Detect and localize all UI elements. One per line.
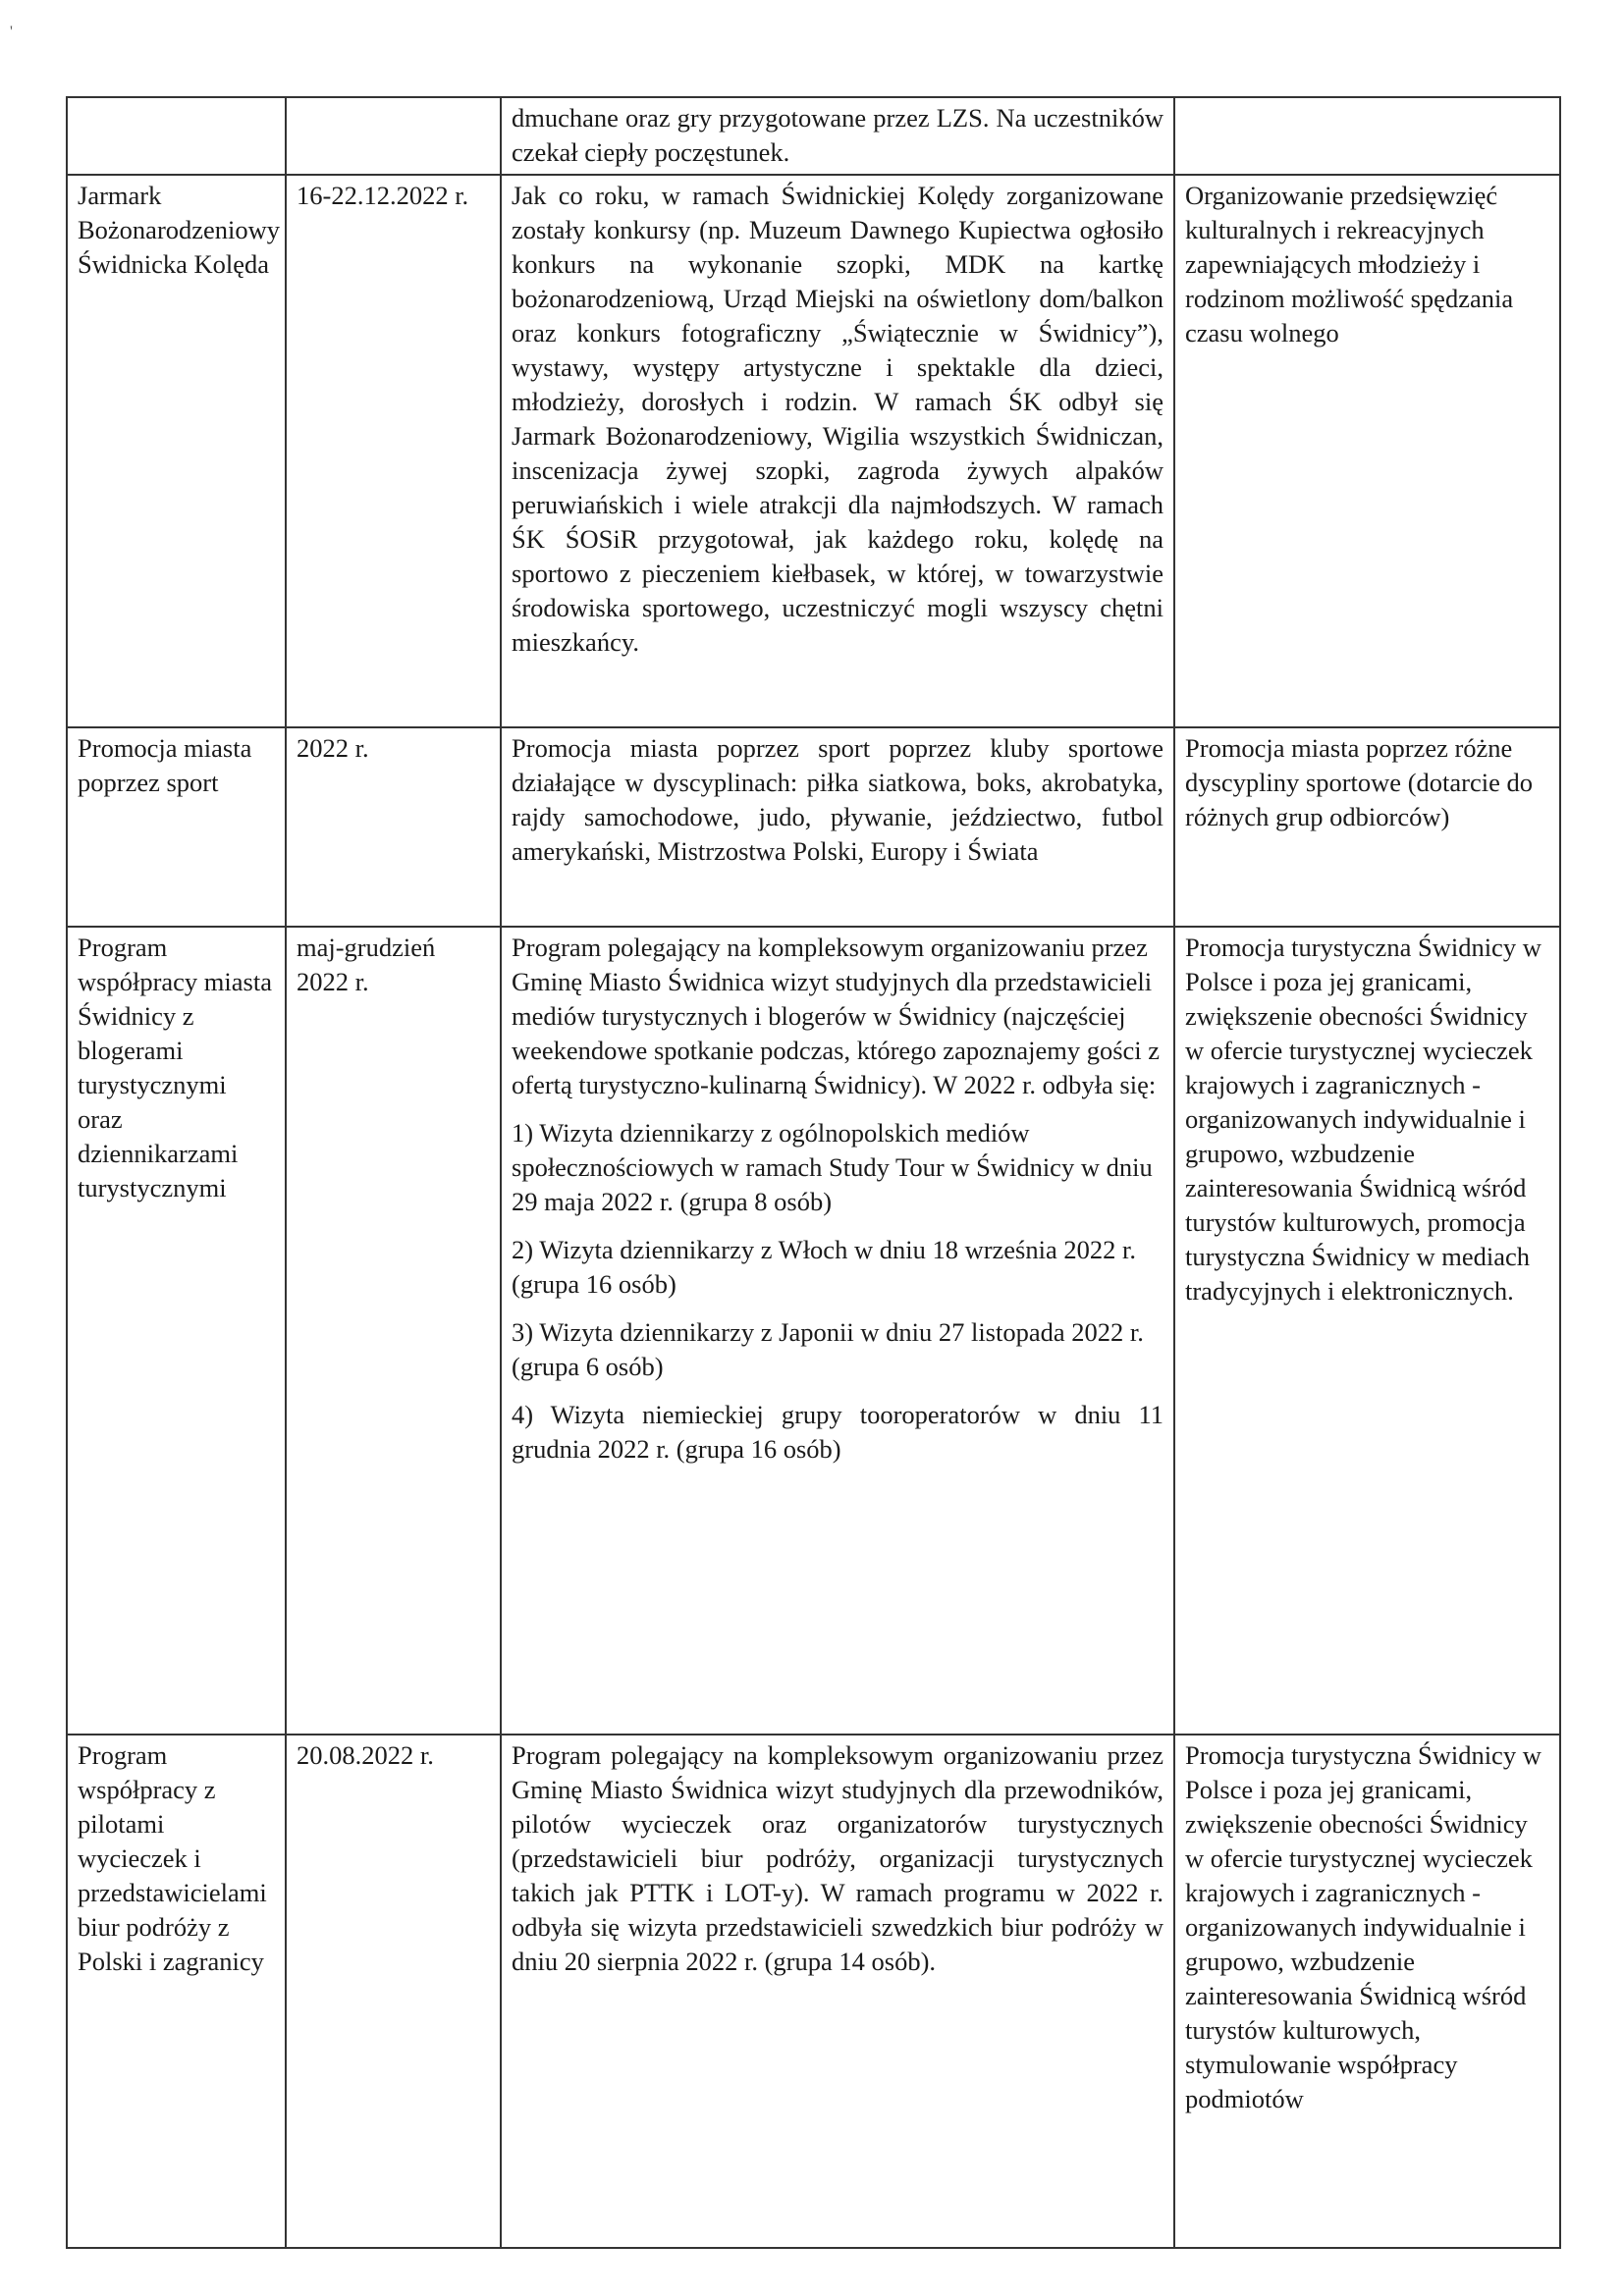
activities-table xyxy=(66,96,1561,2249)
cell-description xyxy=(501,927,1174,1735)
table-row xyxy=(67,1735,1560,2248)
cell-name: Program współpracy z pilotami wycieczek i przedstawicielami biur podróży z Polski i zagranicy xyxy=(67,1735,286,2248)
list-item: 1) Wizyta dziennikarzy z ogólnopolskich mediów społecznościowych w ramach Study Tour w Świdnicy w dniu 29 maja 2022 r. (grupa 8 osób) xyxy=(512,1118,1153,1216)
table-row xyxy=(67,175,1560,727)
cell-date: 20.08.2022 r. xyxy=(286,1735,501,2248)
cell-name: Promocja miasta poprzez sport xyxy=(67,727,286,927)
cell-goal: Promocja miasta poprzez różne dyscypliny sportowe (dotarcie do różnych grup odbiorców) xyxy=(1174,727,1560,927)
cell-goal: Promocja turystyczna Świdnicy w Polsce i poza jej granicami, zwiększenie obecności Świdnicy w ofercie turystycznej wycieczek krajowych i zagranicznych - organizowanych indywidualnie i grupowo, wzbudzenie zainteresowania Świdnicą wśród turystów kulturowych, promocja turystyczna Świdnicy w mediach tradycyjnych i elektronicznych. xyxy=(1174,927,1560,1735)
page-scan-mark: ' xyxy=(10,24,13,40)
cell-name xyxy=(67,97,286,175)
cell-goal: Promocja turystyczna Świdnicy w Polsce i poza jej granicami, zwiększenie obecności Świdnicy w ofercie turystycznej wycieczek krajowych i zagranicznych - organizowanych indywidualnie i grupowo, wzbudzenie zainteresowania Świdnicą wśród turystów kulturowych, stymulowanie współpracy podmiotów xyxy=(1174,1735,1560,2248)
cell-description: dmuchane oraz gry przygotowane przez LZS. Na uczestników czekał ciepły poczęstunek. xyxy=(501,97,1174,175)
list-item: 2) Wizyta dziennikarzy z Włoch w dniu 18 września 2022 r. (grupa 16 osób) xyxy=(512,1235,1136,1299)
cell-date: maj-grudzień 2022 r. xyxy=(286,927,501,1735)
list-item: 4) Wizyta niemieckiej grupy tooroperatorów w dniu 11 grudnia 2022 r. (grupa 16 osób) xyxy=(512,1400,1163,1464)
table-row xyxy=(67,927,1560,1735)
program-intro: Program polegający na kompleksowym organizowaniu przez Gminę Miasto Świdnica wizyt studyjnych dla przedstawicieli mediów turystycznych i blogerów w Świdnicy (najczęściej weekendowe spotkanie podczas, którego zapoznajemy gości z ofertą turystyczno-kulinarną Świdnicy). W 2022 r. odbyła się: xyxy=(512,933,1161,1099)
cell-date: 2022 r. xyxy=(286,727,501,927)
cell-date xyxy=(286,97,501,175)
cell-description: Promocja miasta poprzez sport poprzez kluby sportowe działające w dyscyplinach: piłka siatkowa, boks, akrobatyka, rajdy samochodowe, judo, pływanie, jeździectwo, futbol amerykański, Mistrzostwa Polski, Europy i Świata xyxy=(501,727,1174,927)
list-item: 3) Wizyta dziennikarzy z Japonii w dniu 27 listopada 2022 r. (grupa 6 osób) xyxy=(512,1317,1144,1381)
table-row xyxy=(67,97,1560,175)
cell-name: Program współpracy miasta Świdnicy z blogerami turystycznymi oraz dziennikarzami turystycznymi xyxy=(67,927,286,1735)
cell-goal xyxy=(1174,97,1560,175)
cell-date: 16-22.12.2022 r. xyxy=(286,175,501,727)
cell-description: Program polegający na kompleksowym organizowaniu przez Gminę Miasto Świdnica wizyt studyjnych dla przewodników, pilotów wycieczek oraz organizatorów turystycznych (przedstawicieli biur podróży, organizacji turystycznych takich jak PTTK i LOT-y). W ramach programu w 2022 r. odbyła się wizyta przedstawicieli szwedzkich biur podróży w dniu 20 sierpnia 2022 r. (grupa 14 osób). xyxy=(501,1735,1174,2248)
cell-name: Jarmark Bożonarodzeniowy Świdnicka Kolęda xyxy=(67,175,286,727)
cell-goal: Organizowanie przedsięwzięć kulturalnych i rekreacyjnych zapewniających młodzieży i rodzinom możliwość spędzania czasu wolnego xyxy=(1174,175,1560,727)
cell-description: Jak co roku, w ramach Świdnickiej Kolędy zorganizowane zostały konkursy (np. Muzeum Dawnego Kupiectwa ogłosiło konkurs na wykonanie szopki, MDK na kartkę bożonarodzeniową, Urząd Miejski na oświetlony dom/balkon oraz konkurs fotograficzny „Świątecznie w Świdnicy”), wystawy, występy artystyczne i spektakle dla dzieci, młodzieży, dorosłych i rodzin. W ramach ŚK odbył się Jarmark Bożonarodzeniowy, Wigilia wszystkich Świdniczan, inscenizacja żywej szopki, zagroda żywych alpaków peruwiańskich i wiele atrakcji dla najmłodszych. W ramach ŚK ŚOSiR przygotował, jak każdego roku, kolędę na sportowo z pieczeniem kiełbasek, w której, w towarzystwie środowiska sportowego, uczestniczyć mogli wszyscy chętni mieszkańcy. xyxy=(501,175,1174,727)
table-row xyxy=(67,727,1560,927)
